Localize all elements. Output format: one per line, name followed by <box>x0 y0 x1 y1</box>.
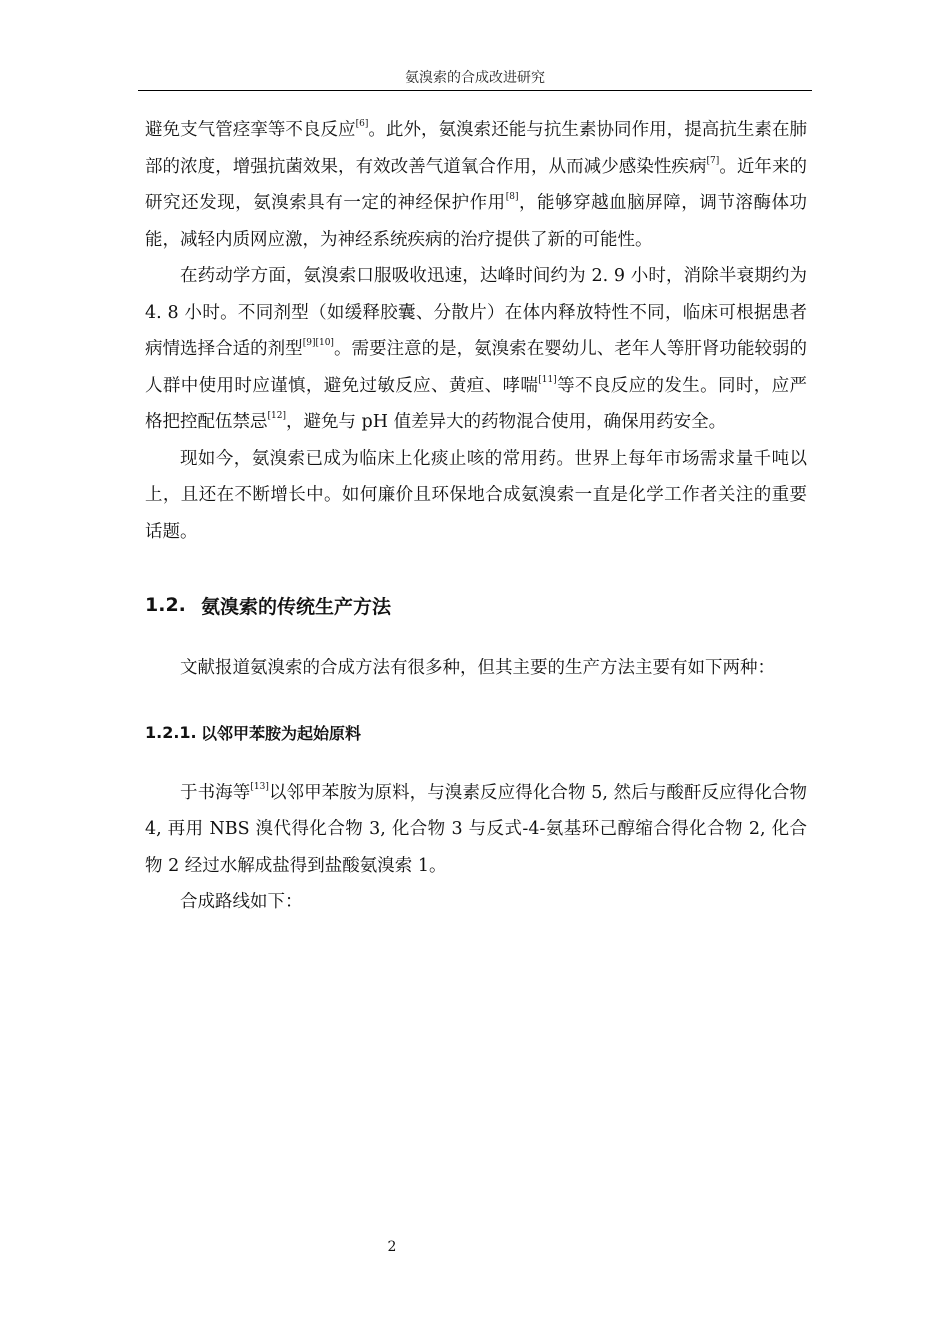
paragraph-pharmacokinetics <box>145 258 807 441</box>
citation: [13] <box>250 781 269 792</box>
body-text <box>145 112 807 921</box>
text-run: 合成路线如下： <box>180 892 303 912</box>
text-run: 在药动学方面，氨溴索口服吸收迅速，达峰时间约为 2. 9 小时，消除半衰期约为 4. 8 小时。不同剂型（如缓释胶囊、分散片）在体内释放特性不同，临床可根据患者病情选择合适的剂型 <box>145 266 807 359</box>
section-number: 1.2.1. <box>145 723 197 742</box>
paragraph-methods-intro <box>145 650 807 687</box>
paragraph-synthesis <box>145 775 807 885</box>
text-run: 现如今，氨溴索已成为临床上化痰止咳的常用药。世界上每年市场需求量千吨以上，且还在不断增长中。如何廉价且环保地合成氨溴索一直是化学工作者关注的重要话题。 <box>145 448 807 542</box>
citation: [9][10] <box>302 338 334 348</box>
paragraph-market <box>145 441 807 551</box>
text-run: ，能够穿越血脑屏障，调节溶酶体功能，减轻内质网应激，为神经系统疾病的治疗提供了新的可能性。 <box>145 193 808 250</box>
section-heading-1-2 <box>145 590 807 620</box>
section-title: 以邻甲苯胺为起始原料 <box>201 724 362 743</box>
paragraph-side-effects <box>145 112 807 258</box>
text-run: 于书海等 <box>180 782 251 803</box>
section-number: 1.2. <box>145 594 186 616</box>
section-title: 氨溴索的传统生产方法 <box>201 595 392 618</box>
citation: [12] <box>267 411 286 421</box>
paragraph-route-label <box>145 884 807 921</box>
citation: [7] <box>706 155 720 166</box>
text-run: 。此外，氨溴索还能与抗生素协同作用，提高抗生素在肺部的浓度，增强抗菌效果，有效改善气道氧合作用，从而减少感染性疾病 <box>145 120 808 177</box>
citation: [6] <box>355 119 369 129</box>
text-run: 等不良反应的发生。同时，应严格把控配伍禁忌 <box>145 375 808 432</box>
header-rule <box>138 90 812 91</box>
text-run: 以邻甲苯胺为原料，与溴素反应得化合物 5, 然后与酸酐反应得化合物 4, 再用 NBS 溴代得化合物 3, 化合物 3 与反式-4-氨基环己醇缩合得化合物 2, 化合物 2 经过水解成盐得到盐酸氨溴索 1。 <box>145 782 808 876</box>
page-number: 2 <box>387 1239 397 1255</box>
text-run: 。需要注意的是，氨溴索在婴幼儿、老年人等肝肾功能较弱的人群中使用时应谨慎，避免过敏反应、黄疸、哮喘 <box>145 339 808 396</box>
text-run: 避免支气管痉挛等不良反应 <box>145 120 356 140</box>
running-header: 氨溴索的合成改进研究 <box>405 70 545 86</box>
citation: [11] <box>538 374 557 385</box>
section-heading-1-2-1 <box>145 721 807 745</box>
citation: [8] <box>505 192 519 202</box>
text-run: 文献报道氨溴索的合成方法有很多种，但其主要的生产方法主要有如下两种： <box>180 658 775 678</box>
text-run: 。近年来的研究还发现，氨溴索具有一定的神经保护作用 <box>145 156 808 213</box>
text-run: ，避免与 pH 值差异大的药物混合使用，确保用药安全。 <box>285 412 727 432</box>
